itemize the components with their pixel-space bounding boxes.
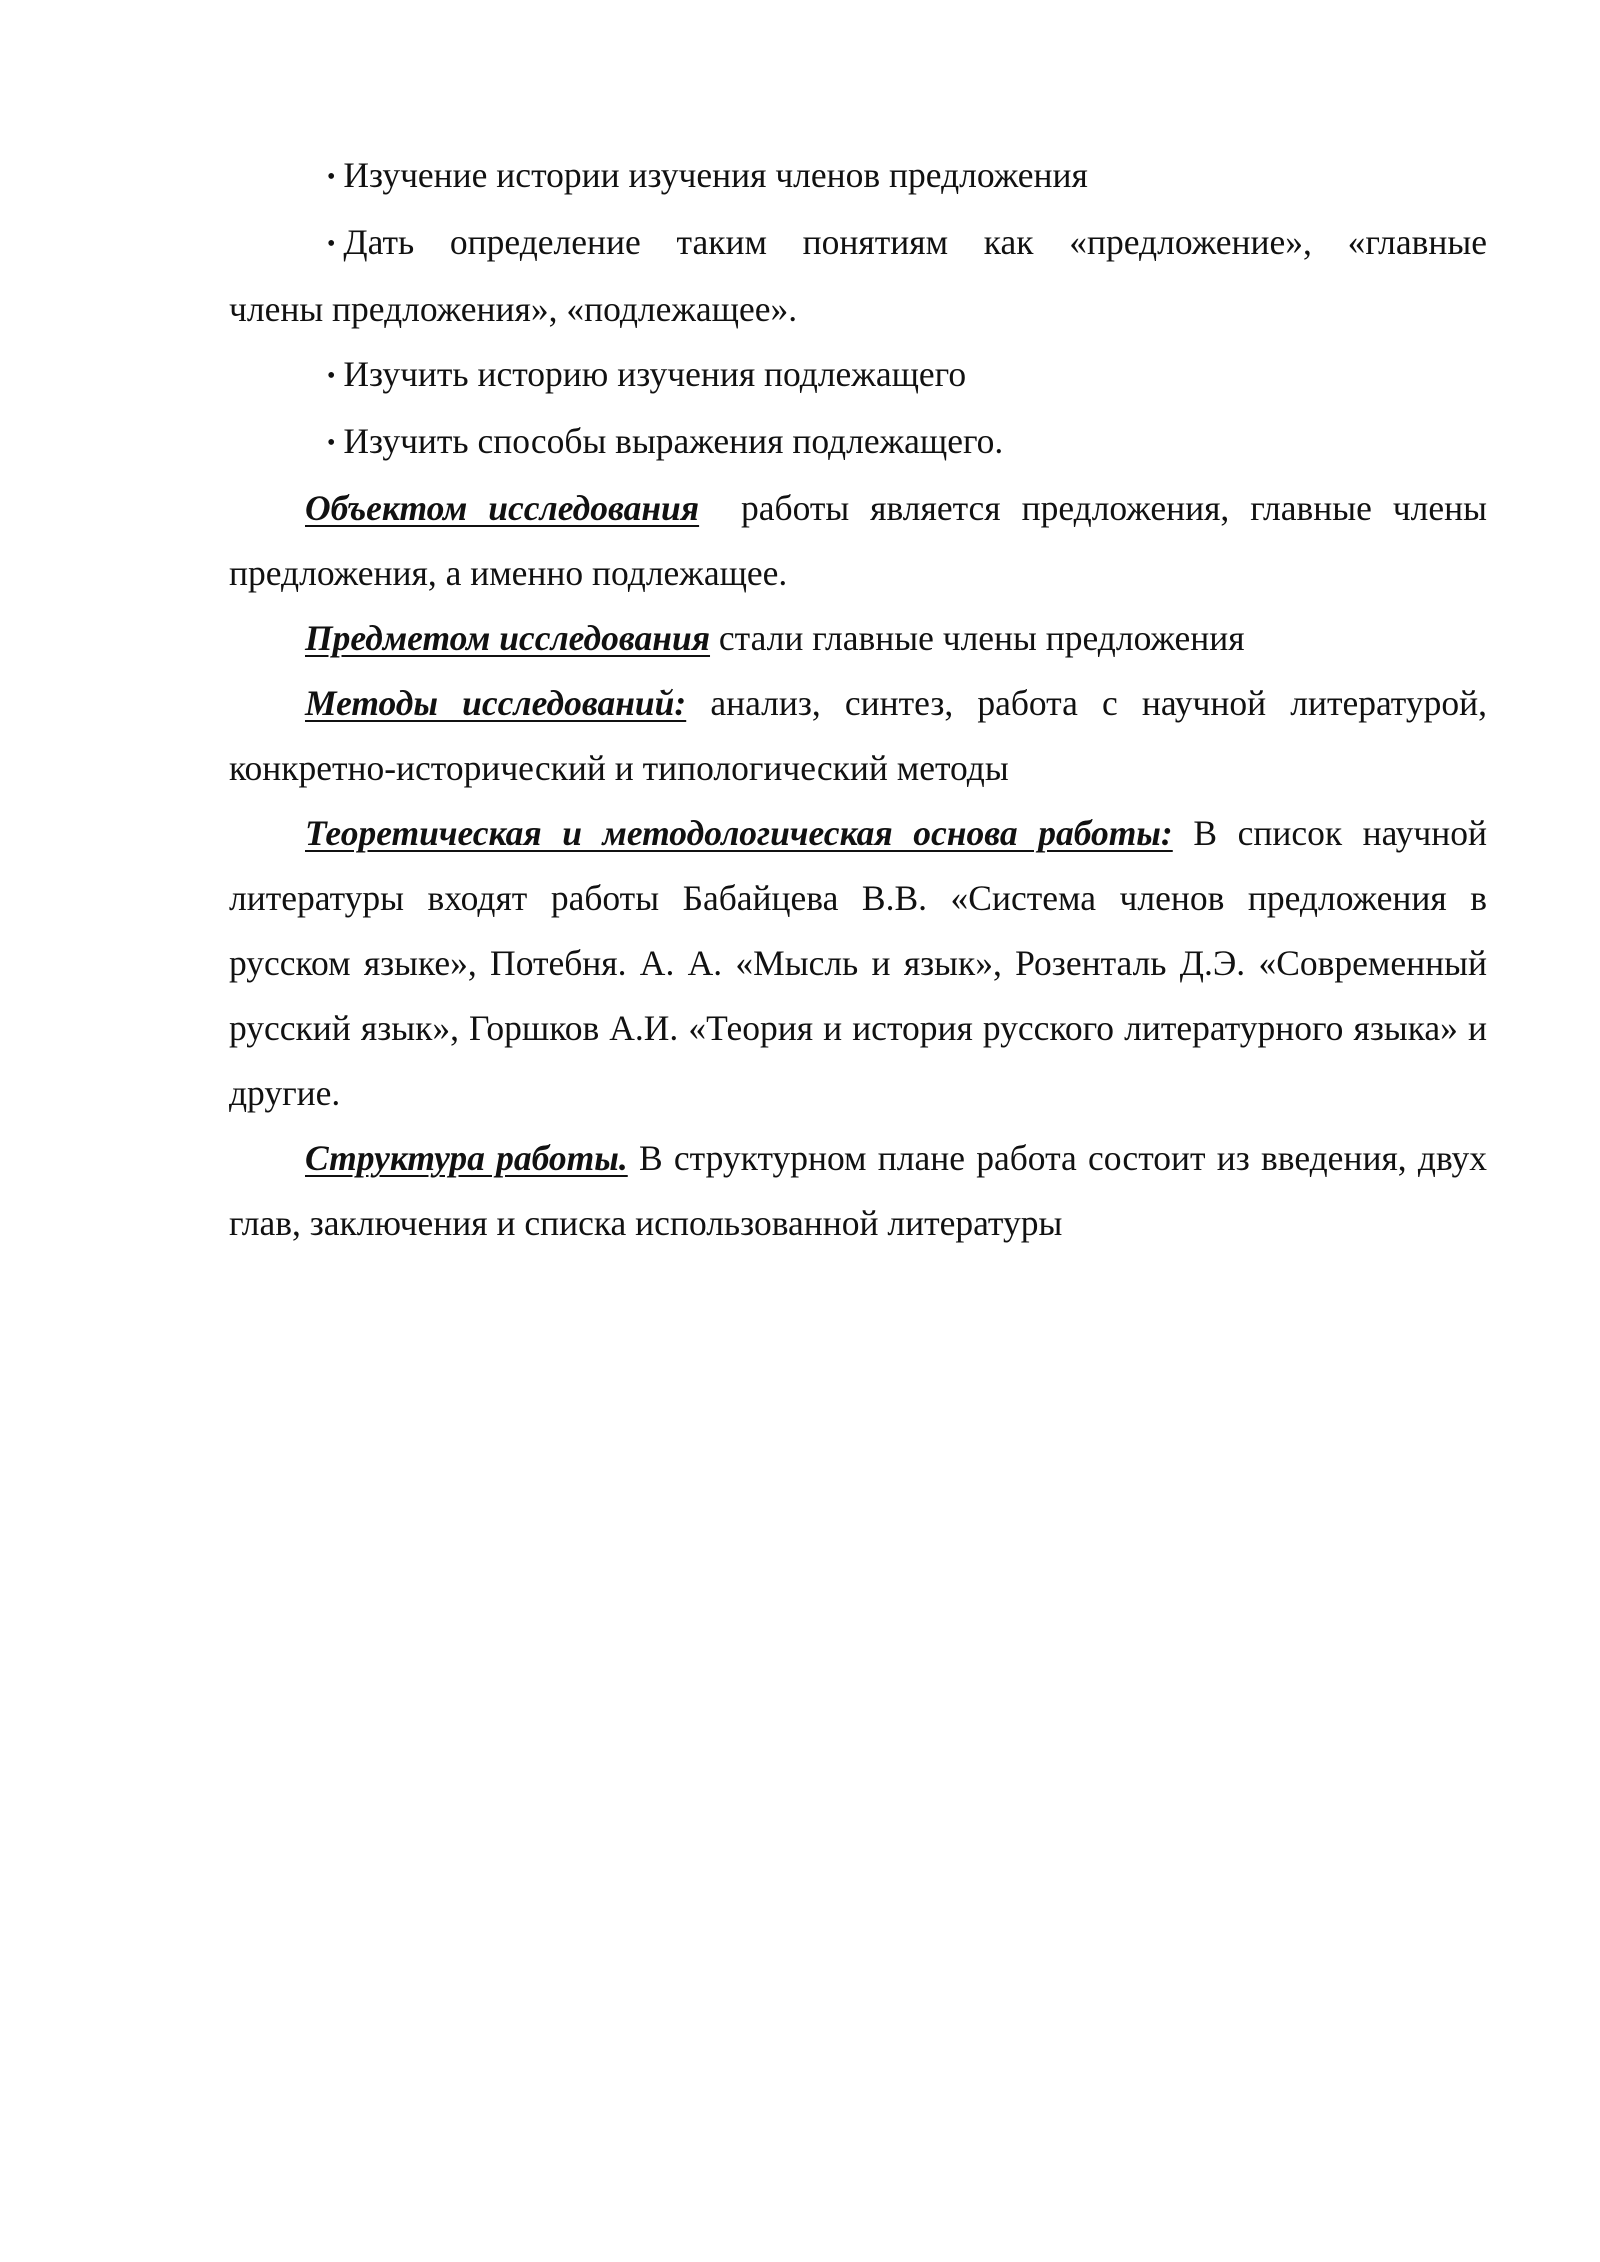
list-item-first-line: [327, 210, 1487, 277]
work-structure-heading: Структура работы.: [305, 1138, 628, 1178]
bullet-icon: •: [327, 164, 336, 190]
list-item: [229, 210, 1487, 342]
list-item-text: Дать определение таким понятиям как «предложение», «главные: [343, 222, 1487, 262]
work-structure-text: В структурном плане работа состоит из введения, двух глав, заключения и списка использованной литературы: [229, 1138, 1488, 1243]
list-item-text: Изучение истории изучения членов предложения: [343, 155, 1088, 195]
theoretical-basis-heading: Теоретическая и методологическая основа работы:: [305, 813, 1173, 853]
list-item: [229, 143, 1487, 210]
document-body: [229, 143, 1496, 1256]
list-item-text: Изучить историю изучения подлежащего: [343, 354, 967, 394]
research-methods-paragraph: [229, 671, 1487, 801]
research-methods-heading: Методы исследований:: [305, 683, 687, 723]
research-object-heading: Объектом исследования: [305, 488, 700, 528]
list-item: [229, 342, 1487, 409]
bullet-icon: •: [327, 231, 336, 257]
research-object-text: работы является предложения, главные члены предложения, а именно подлежащее.: [229, 488, 1496, 593]
research-subject-text: стали главные члены предложения: [710, 618, 1245, 658]
list-item-text: Изучить способы выражения подлежащего.: [343, 421, 1004, 461]
list-item-continuation: члены предложения», «подлежащее».: [229, 289, 798, 329]
theoretical-basis-paragraph: [229, 801, 1487, 1126]
theoretical-basis-text: В список научной литературы входят работы Бабайцева В.В. «Система членов предложения в русском языке», Потебня. А. А. «Мысль и язык», Розенталь Д.Э. «Современный русский язык», Горшков А.И. «Теория и история русского литературного языка» и другие.: [229, 813, 1487, 1113]
research-subject-heading: Предметом исследования: [305, 618, 711, 658]
work-structure-paragraph: [229, 1126, 1487, 1256]
research-methods-text: анализ, синтез, работа с научной литературой, конкретно-исторический и типологический методы: [229, 683, 1487, 788]
bullet-icon: •: [327, 363, 336, 389]
goals-list: [229, 143, 1487, 476]
research-subject-paragraph: [229, 606, 1487, 671]
list-item: [229, 409, 1487, 476]
research-object-paragraph: [229, 476, 1496, 606]
bullet-icon: •: [327, 430, 336, 456]
